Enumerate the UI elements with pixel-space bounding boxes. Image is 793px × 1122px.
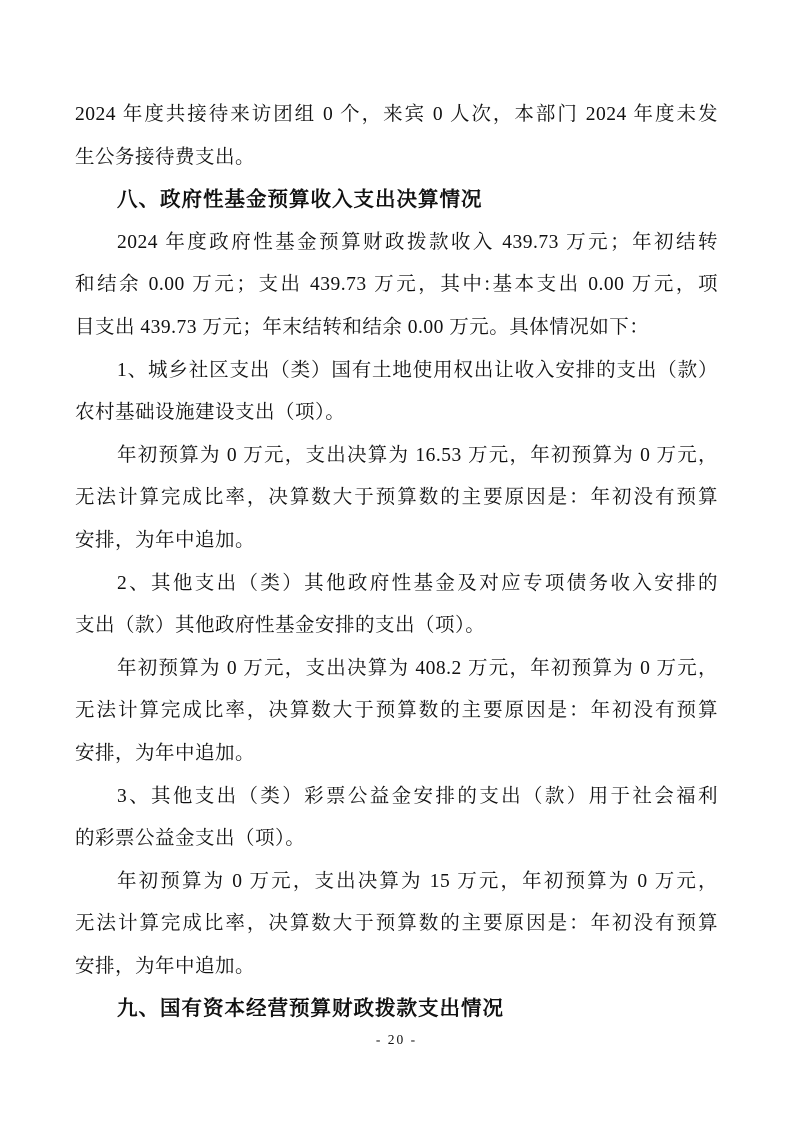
paragraph-line: 安排，为年中追加。: [75, 529, 256, 551]
paragraph-line: 年初预算为 0 万元，支出决算为 408.2 万元，年初预算为 0 万元，: [117, 657, 718, 679]
paragraph-line: 的彩票公益金支出（项）。: [75, 828, 306, 850]
page-number: - 20 -: [375, 1032, 418, 1047]
paragraph-line: 生公务接待费支出。: [75, 146, 256, 168]
paragraph-line: 无法计算完成比率，决算数大于预算数的主要原因是：年初没有预算: [75, 913, 718, 935]
paragraph-line: 目支出 439.73 万元；年末结转和结余 0.00 万元。具体情况如下：: [75, 316, 650, 338]
document-body: [75, 94, 718, 1031]
section-heading: 九、国有资本经营预算财政拨款支出情况: [117, 997, 504, 1021]
paragraph-line: 无法计算完成比率，决算数大于预算数的主要原因是：年初没有预算: [75, 487, 718, 509]
paragraph-line: 和结余 0.00 万元；支出 439.73 万元，其中:基本支出 0.00 万元，项: [75, 274, 718, 296]
paragraph-line: 无法计算完成比率，决算数大于预算数的主要原因是：年初没有预算: [75, 700, 718, 722]
paragraph-line: 安排，为年中追加。: [75, 742, 256, 764]
paragraph-line: 支出（款）其他政府性基金安排的支出（项）。: [75, 615, 486, 637]
paragraph-line: 年初预算为 0 万元，支出决算为 16.53 万元，年初预算为 0 万元，: [117, 444, 718, 466]
paragraph-line: 2024 年度共接待来访团组 0 个，来宾 0 人次，本部门 2024 年度未发: [75, 104, 718, 125]
paragraph-line: 2、其他支出（类）其他政府性基金及对应专项债务收入安排的: [117, 572, 718, 594]
paragraph-line: 1、城乡社区支出（类）国有土地使用权出让收入安排的支出（款）: [117, 359, 718, 381]
paragraph-line: 2024 年度政府性基金预算财政拨款收入 439.73 万元；年初结转: [117, 231, 718, 253]
paragraph-line: 安排，为年中追加。: [75, 955, 256, 977]
section-heading: 八、政府性基金预算收入支出决算情况: [117, 188, 483, 212]
paragraph-line: 农村基础设施建设支出（项）。: [75, 402, 346, 424]
paragraph-line: 3、其他支出（类）彩票公益金安排的支出（款）用于社会福利: [117, 785, 718, 807]
paragraph-line: 年初预算为 0 万元，支出决算为 15 万元，年初预算为 0 万元，: [117, 870, 718, 892]
